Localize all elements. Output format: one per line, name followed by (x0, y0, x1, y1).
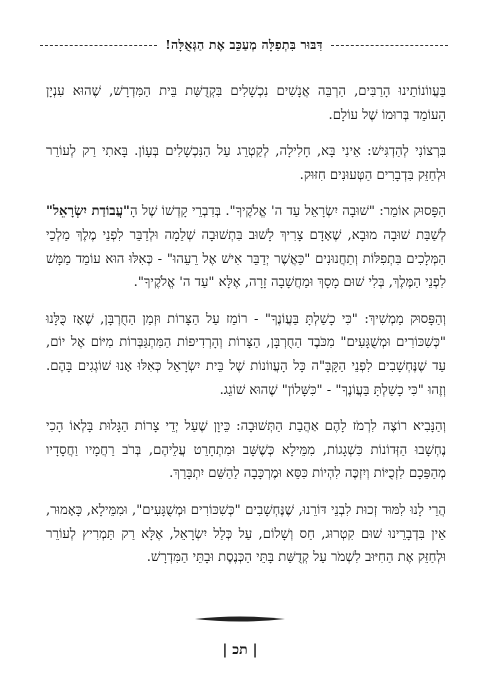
page-header (40, 37, 448, 53)
paragraph: הֲרֵי לָנוּ לִמּוּד זְכוּת לִבְנֵי דּוֹרֵנוּ, שֶׁנֶּחְשָׁבִים "כְּשִׁכּוֹרִים וּמְשֻׁגָּעִים", וּמִמֵּילָא, כָּאָמוּר, אֵין בִּדְבָרֵינוּ שׁוּם קִטְרוּג, חַס וְשָׁלוֹם, עַל כְּלַל יִשְׂרָאֵל, אֶלָּא רַק תַּמְרִיץ לְעוֹרֵר וּלְחַזֵּק אֶת הַחִיּוּב לִשְׁמֹר עַל קְדֻשַּׁת בָּתֵּי הַכְּנֶסֶת וּבָתֵּי הַמִּדְרָשׁ. (46, 502, 446, 566)
paragraph: וְהַפָּסוּק מַמְשִׁיךְ: "כִּי כָשַׁלְתָּ בַּעֲוֹנֶךָ" - רוֹמֵז עַל הַצָּרוֹת וּזְמַן הַחֻרְבָּן, שֶׁאָז כֻּלָּנוּ "כְּשִׁכּוֹרִים וּמְשֻׁגָּעִים" מִכֹּבֶד הַחֻרְבָּן, הַצָּרוֹת וְהָרְדִיפוֹת הַמִּתְגַּבְּרוֹת מִיּוֹם אֶל יוֹם, עַד שֶׁנֶּחְשָׁבִים לִפְנֵי הַקָּבָּ"ה כָּל הָעֲווֹנוֹת שֶׁל בֵּית יִשְׂרָאֵל כְּאִלּוּ אָנוּ שׁוֹגְגִים בָּהֶם. וְזֶהוּ "כִּי כָשַׁלְתָּ בַּעֲוֹנֶךָ" - "כִּשָּׁלוֹן" שֶׁהוּא שׁוֹגֵג. (46, 311, 446, 398)
divider-ornament (195, 615, 285, 623)
body-text (46, 80, 446, 583)
header-dash-left (40, 45, 157, 46)
page-number: | תכ | (222, 642, 258, 658)
paragraph-text: הַפָּסוּק אוֹמֵר: "שׁוּבָה יִשְׂרָאֵל עַד ה' אֱלֹקֶיךָ". בְּדִבְרֵי קָדְשׁוֹ שֶׁל הָ (129, 204, 446, 220)
paragraph: בִּרְצוֹנִי לְהַדְגִּישׁ: אֵינִי בָּא, חָלִילָה, לְקַטְרֵג עַל הַנִּכְשָׁלִים בְּעָוֹן. בָּאתִי רַק לְעוֹרֵר וּלְחַזֵּק בִּדְבָרִים הַטְּעוּנִים חִזּוּק. (46, 144, 446, 183)
bold-book-title: "עֲבוֹדַת יִשְׂרָאֵל" (46, 204, 130, 220)
page-header-title: דִּבּוּר בִּתְפִלָּה מְעַכֵּב אֶת הַגְּאֻלָּה! (165, 37, 323, 52)
paragraph-text: לְשַׁבַּת שׁוּבָה מוּבָא, שֶׁאָדָם צָרִיךְ לָשׁוּב בִּתְשׁוּבָה שְׁלֵמָה וּלְדַבֵּר לִפְנֵי מֶלֶךְ מַלְכֵי הַמְּלָכִים בִּתְפִלּוֹת וְתַחֲנוּנִים "כַּאֲשֶׁר יְדַבֵּר אִישׁ אֶל רֵעֵהוּ" - כְּאִלּוּ הוּא עוֹמֵד מַמָּשׁ לִפְנֵי הַמֶּלֶךְ, בְּלִי שׁוּם מָסָךְ וּמַחֲשָׁבָה זָרָה, אֶלָּא "עַד ה' אֱלֹקֶיךָ". (46, 227, 446, 291)
paragraph: בַּעֲווֹנוֹתֵינוּ הָרַבִּים, הַרְבֵּה אֲנָשִׁים נִכְשָׁלִים בִּקְדֻשַּׁת בֵּית הַמִּדְרָשׁ, שֶׁהוּא עִנְיָן הָעוֹמֵד בְּרוּמוֹ שֶׁל עוֹלָם. (46, 84, 446, 123)
paragraph (46, 200, 446, 294)
header-dash-right (331, 45, 448, 46)
paragraph: וְהַנָּבִיא רוֹצֶה לִרְמֹז לָהֶם אַהֲבַת הַתְּשׁוּבָה: כֵּיוָן שֶׁעַל יְדֵי צָרוֹת הַגָּלוּת בָּלְאוֹ הָכִי נֶחְשָׁבוּ הַזְּדוֹנוֹת כִּשְׁגָגוֹת, מִמֵּילָא כְּשֶׁשָּׁב וּמִתְחָרֵט עֲלֵיהֶם, בְּרֹב רַחֲמָיו וַחֲסָדָיו מְהַפֵּכָם לִזְכֻיּוֹת וְיִזְכֶּה לִהְיוֹת כִּסֵּא וּמֶרְכָּבָה לַהַשֵּׁם יִתְבָּרַךְ. (46, 419, 446, 482)
